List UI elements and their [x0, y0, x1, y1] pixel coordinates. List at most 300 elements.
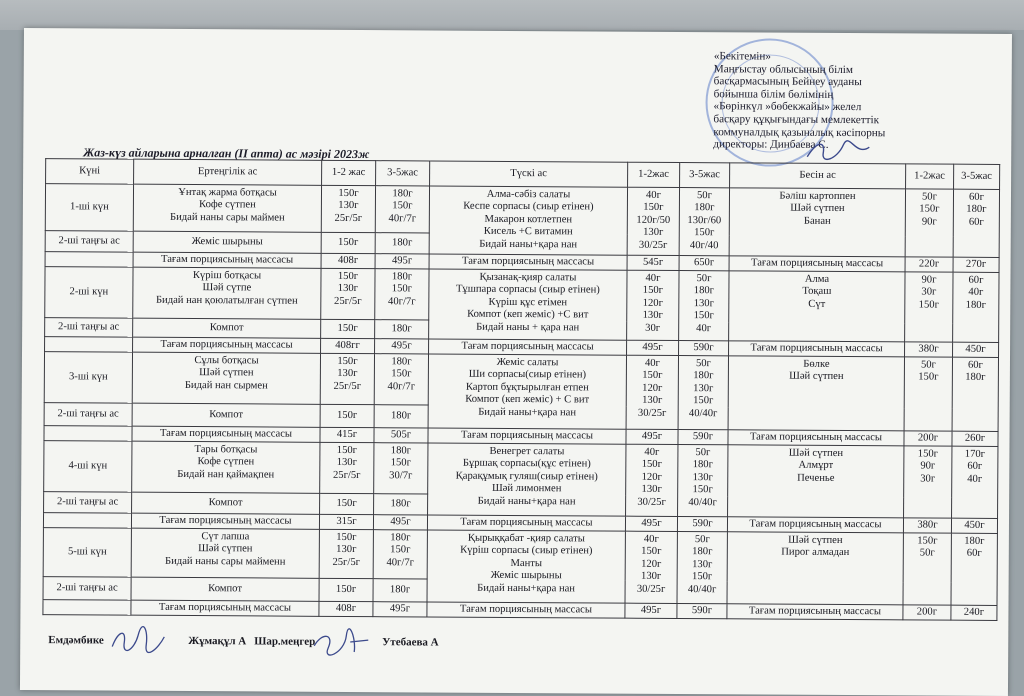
cell-line: Манты	[510, 557, 543, 569]
menu-title: Жаз-күз айларына арналған (II апта) ас мәзірі 2023ж	[83, 145, 370, 162]
second-breakfast-label: 2-ші таңғы ас	[44, 403, 132, 427]
lunch-age-3-5	[678, 356, 728, 430]
snack-total-age-3-5: 260г	[952, 431, 998, 446]
cell-line: 90г	[920, 460, 936, 472]
cell-line: 40г	[696, 322, 712, 334]
cell-line: 60г	[967, 359, 983, 371]
breakfast-age-1-2	[320, 442, 374, 493]
second-breakfast-label: 2-ші таңғы ас	[43, 577, 131, 601]
approval-line: бойынша білім бөлімінің	[713, 87, 834, 101]
cell-line: Сүт лапша	[201, 531, 250, 543]
cell-line: 180г	[694, 202, 715, 214]
cell-line: 90г	[921, 216, 937, 228]
cell-line: 150г	[919, 203, 940, 216]
cell-line: 40г	[643, 533, 659, 545]
second-breakfast-age-3-5: 180г	[374, 405, 428, 428]
cell-line: 150г	[917, 535, 938, 547]
breakfast-age-1-2	[320, 353, 374, 404]
lunch-total-label: Тағам порциясының массасы	[427, 602, 625, 618]
cell-line: Бидай наны+қара нан	[478, 406, 577, 419]
breakfast-items	[132, 352, 320, 404]
lunch-items	[429, 186, 627, 255]
lunch-total-age-1-2: 545г	[627, 255, 679, 270]
cell-line: Шәй сүтпен	[790, 203, 845, 215]
lunch-total-age-3-5: 590г	[678, 430, 728, 445]
cell-line: 130г	[337, 283, 359, 295]
cell-line: 50г	[695, 447, 711, 459]
cell-line: 150г	[918, 299, 939, 311]
day-label: 3-ші күн	[44, 352, 132, 404]
breakfast-total-age-3-5: 495г	[373, 515, 427, 530]
cell-line: 40г	[967, 473, 983, 485]
cell-line: 150г	[391, 283, 413, 295]
lunch-total-label: Тағам порциясының массасы	[429, 339, 627, 355]
cell-line: Қырыққабат -қияр салаты	[467, 532, 585, 545]
cell-line: 30г	[645, 322, 661, 334]
breakfast-age-1-2	[321, 185, 375, 232]
cell-line: 180г	[692, 546, 713, 558]
header-breakfast: Ертеңгілік ас	[134, 159, 322, 185]
lunch-items	[428, 354, 626, 429]
second-breakfast-label: 2-ші таңғы ас	[45, 318, 133, 338]
cell-line: 180г	[391, 271, 413, 283]
lunch-total-age-3-5: 650г	[679, 256, 729, 271]
breakfast-items	[131, 528, 319, 578]
cell-line: 60г	[967, 461, 983, 473]
cell-line: Шәй сүтпе	[202, 282, 252, 294]
cell-line: Тоқаш	[802, 286, 832, 298]
second-breakfast-age-3-5: 180г	[374, 494, 428, 515]
second-breakfast-item: Компот	[133, 318, 321, 338]
cell-line: 150г	[642, 370, 663, 382]
cell-line: 50г	[921, 191, 937, 203]
breakfast-items	[133, 184, 321, 232]
snack-age-1-2	[905, 272, 953, 342]
day-row	[45, 184, 999, 237]
lunch-age-3-5	[679, 271, 729, 341]
cell-line: Күріш ботқасы	[192, 270, 262, 282]
cell-line: 180г	[390, 532, 411, 544]
cell-line: 25г/5г	[332, 469, 361, 481]
cell-line: Ши сорпасы(сиыр етінен)	[468, 369, 587, 381]
approval-line: коммуналдық қазыналық кәсіпорны	[713, 125, 886, 139]
snack-total-age-3-5: 450г	[951, 518, 997, 533]
director-signature	[803, 137, 873, 163]
cell-line: Шәй сүтпен	[789, 371, 844, 383]
cell-line: 40/40г	[687, 583, 717, 595]
cell-line: 150г	[694, 227, 715, 239]
portion-total-blank	[45, 337, 133, 353]
header-age-3-5: 3-5жас	[954, 164, 1000, 189]
lunch-total-age-1-2: 495г	[627, 340, 679, 355]
cell-line: 180г	[693, 370, 714, 382]
cell-line: 50г	[695, 358, 711, 370]
lunch-age-1-2	[626, 355, 678, 429]
cell-line: Бидай наны сары маймен	[169, 211, 285, 224]
day-label: 1-ші күн	[45, 184, 133, 232]
menu-body	[43, 184, 1000, 621]
cell-line: 150г	[390, 544, 411, 556]
cell-line: 40г/7г	[386, 557, 415, 569]
cell-line: 30/25г	[638, 239, 668, 251]
cell-line: 150г	[336, 444, 358, 457]
cell-line: 150г	[390, 457, 412, 469]
cell-line: Макарон котлетпен	[484, 213, 573, 226]
cell-line: Бидай нан сырмен	[184, 379, 268, 392]
cell-line: 40г	[968, 287, 984, 299]
snack-total-label: Тағам порциясының массасы	[727, 604, 903, 620]
lunch-items	[427, 530, 625, 603]
cell-line: Печенье	[797, 472, 835, 484]
snack-total-age-1-2: 380г	[905, 342, 953, 357]
header-lunch: Түскі ас	[430, 161, 628, 187]
cell-line: 50г	[696, 190, 712, 202]
snack-age-1-2	[905, 189, 953, 257]
cell-line: 60г	[966, 548, 982, 560]
cell-line: Тары ботқасы	[194, 444, 258, 456]
cell-line: 180г	[965, 299, 986, 311]
nurse-label: Емдәмбике	[48, 634, 104, 647]
snack-items	[728, 356, 904, 431]
lunch-age-3-5	[678, 445, 728, 517]
portion-total-blank	[43, 513, 131, 529]
cell-line: 120г	[642, 382, 663, 394]
cell-line: Тұшпара сорпасы (сиыр етінен)	[455, 284, 600, 296]
cell-line: 120г/50	[636, 214, 671, 226]
lunch-items	[429, 269, 627, 340]
cell-line: 40г	[645, 272, 661, 284]
approval-line: басқармасының Бейнеу ауданы	[713, 75, 862, 89]
cell-line: 130г	[641, 570, 662, 583]
cell-line: 150г	[692, 484, 713, 496]
cell-line: 120г	[642, 297, 663, 309]
day-row	[44, 352, 998, 409]
cell-line: 150г	[641, 546, 662, 558]
breakfast-total-age-3-5: 495г	[373, 602, 427, 617]
header-age-3-5: 3-5жас	[680, 163, 730, 188]
breakfast-age-3-5	[373, 530, 427, 579]
snack-age-3-5	[952, 357, 998, 431]
breakfast-total-age-1-2: 408г	[321, 253, 375, 268]
cell-line: 25г/5г	[334, 295, 362, 307]
cell-line: 50г	[696, 273, 712, 285]
manager-label: Шар.меңгер	[254, 635, 316, 648]
cell-line: Банан	[803, 215, 831, 227]
snack-total-age-3-5: 270г	[953, 257, 999, 272]
cell-line: 130г	[642, 395, 663, 407]
cell-line: 150г	[337, 355, 358, 368]
cell-line: Шәй сүтпен	[788, 534, 843, 547]
cell-line: 180г	[965, 372, 986, 384]
cell-line: 180г	[966, 204, 987, 216]
header-snack: Бесін ас	[730, 163, 906, 189]
cell-line: Алмұрт	[798, 460, 834, 472]
snack-total-age-3-5: 450г	[953, 342, 999, 357]
lunch-total-age-1-2: 495г	[625, 516, 677, 531]
cell-line: 30/25г	[637, 496, 666, 508]
cell-line: 170г	[964, 448, 986, 460]
cell-line: Бидай нан қаймақпен	[177, 468, 275, 481]
cell-line: 40г	[645, 189, 661, 201]
lunch-age-3-5	[677, 532, 727, 604]
cell-line: Шәй сүтпен	[198, 543, 253, 555]
snack-age-1-2	[904, 357, 952, 431]
cell-line: 150г	[643, 202, 664, 214]
header-age-3-5: 3-5жас	[376, 161, 430, 186]
snack-items	[728, 445, 904, 518]
breakfast-total-age-1-2: 408гг	[321, 338, 375, 353]
cell-line: 180г	[693, 285, 715, 297]
day-label: 4-ші күн	[44, 441, 132, 493]
cell-line: 25г/5г	[332, 556, 361, 568]
cell-line: Қарақұмық гуляш(сиыр етінен)	[455, 470, 598, 483]
snack-age-1-2	[904, 446, 952, 518]
cell-line: 25г/5г	[333, 380, 362, 392]
portion-total-label: Тағам порциясының массасы	[133, 252, 321, 268]
lunch-total-label: Тағам порциясының массасы	[429, 254, 627, 270]
cell-line: Алма-сәбіз салаты	[486, 188, 571, 201]
portion-total-blank	[43, 600, 131, 616]
snack-items	[729, 188, 905, 257]
cell-line: Шәй лимонмен	[491, 483, 562, 495]
cell-line: 150г	[338, 187, 359, 200]
approval-line: басқару құқығындағы мемлекеттік	[713, 113, 880, 127]
cell-line: 150г	[693, 310, 714, 322]
snack-items	[729, 271, 905, 342]
cell-line: 40г/7г	[388, 213, 417, 225]
portion-total-label: Тағам порциясының массасы	[131, 513, 319, 529]
lunch-items	[428, 443, 626, 516]
cell-line: 130г	[337, 368, 358, 380]
second-breakfast-age-1-2: 150г	[321, 319, 375, 338]
lunch-total-age-1-2: 495г	[625, 603, 677, 618]
cell-line: Алма	[804, 273, 830, 285]
cell-line: 40г	[644, 357, 660, 369]
cell-line: 25г/5г	[334, 212, 363, 224]
cell-line: Картоп бұқтырылған етпен	[465, 381, 589, 394]
cell-line: 150г	[642, 285, 664, 297]
breakfast-age-1-2	[319, 529, 373, 578]
cell-line: 150г	[917, 448, 939, 460]
cell-line: Күріш сорпасы (сиыр етінен)	[460, 545, 593, 557]
snack-age-3-5	[953, 189, 999, 257]
breakfast-total-age-1-2: 415г	[320, 427, 374, 442]
second-breakfast-item: Компот	[132, 492, 320, 514]
snack-total-age-1-2: 380г	[903, 518, 951, 533]
snack-age-3-5	[951, 533, 997, 605]
cell-line: 30г	[921, 286, 937, 298]
cell-line: 130г	[642, 310, 663, 322]
header-age-1-2: 1-2жас	[628, 162, 680, 187]
cell-line: 60г	[968, 274, 984, 286]
cell-line: 90г	[921, 274, 937, 286]
cell-line: Компот (кеп жеміс) + С вит	[465, 393, 590, 406]
second-breakfast-age-1-2: 150г	[320, 493, 374, 514]
second-breakfast-age-1-2: 150г	[319, 578, 373, 601]
cell-line: 30г	[920, 473, 936, 485]
breakfast-total-age-3-5: 505г	[374, 428, 428, 443]
cell-line: 150г	[641, 459, 663, 471]
cell-line: Ұнтақ жарма ботқасы	[178, 186, 277, 199]
snack-total-label: Тағам порциясының массасы	[729, 341, 905, 357]
second-breakfast-age-1-2: 150г	[321, 232, 375, 253]
lunch-age-1-2	[627, 187, 679, 255]
cell-line: 130г	[338, 200, 359, 212]
approval-line: директоры: Динбаева С.	[713, 138, 829, 152]
menu-document	[20, 28, 1012, 696]
lunch-total-age-1-2: 495г	[626, 429, 678, 444]
snack-age-3-5	[953, 272, 999, 342]
cell-line: 130г	[336, 457, 358, 469]
lunch-total-age-3-5: 590г	[677, 603, 727, 618]
second-breakfast-item: Компот	[131, 577, 319, 601]
breakfast-total-age-1-2: 315г	[319, 514, 373, 529]
cell-line: Бидай наны сары майменн	[165, 555, 286, 568]
header-day: Күні	[46, 159, 134, 185]
snack-total-age-3-5: 240г	[951, 605, 997, 620]
lunch-age-1-2	[626, 444, 678, 516]
cell-line: 130г/60	[687, 214, 722, 227]
cell-line: 130г	[641, 483, 662, 496]
cell-line: 30/25г	[636, 583, 666, 595]
breakfast-items	[133, 267, 321, 319]
cell-line: 130г	[692, 558, 713, 571]
cell-line: 40г/7г	[387, 381, 416, 393]
menu-table	[42, 158, 1000, 621]
header-age-1-2: 1-2 жас	[322, 160, 376, 185]
second-breakfast-label: 2-ші таңғы ас	[45, 231, 133, 253]
cell-line: 120г	[641, 558, 662, 570]
second-breakfast-age-3-5: 180г	[375, 233, 429, 254]
cell-line: 150г	[337, 270, 359, 283]
cell-line: 150г	[391, 368, 412, 380]
cell-line: Бәліш картоппен	[779, 190, 856, 203]
cell-line: 180г	[391, 356, 412, 368]
snack-age-3-5	[952, 446, 998, 518]
manager-signature	[310, 628, 370, 658]
breakfast-total-age-3-5: 495г	[375, 339, 429, 354]
cell-line: 130г	[693, 297, 714, 310]
breakfast-age-3-5	[375, 186, 429, 233]
cell-line: Бидай наны+қара нан	[477, 495, 576, 508]
cell-line: 130г	[693, 382, 714, 395]
cell-line: 150г	[392, 200, 413, 212]
portion-total-label: Тағам порциясының массасы	[133, 337, 321, 353]
cell-line: 150г	[336, 531, 357, 544]
lunch-total-age-3-5: 590г	[679, 341, 729, 356]
lunch-total-age-3-5: 590г	[677, 517, 727, 532]
cell-line: Бидай наны + қара нан	[476, 321, 580, 334]
cell-line: Кофе сүтпен	[197, 456, 255, 468]
breakfast-age-3-5	[374, 354, 428, 405]
breakfast-total-age-3-5: 495г	[375, 254, 429, 269]
cell-line: 120г	[641, 471, 662, 483]
second-breakfast-age-3-5: 180г	[375, 320, 429, 339]
header-age-1-2: 1-2жас	[906, 164, 954, 189]
nurse-signature	[108, 625, 168, 655]
second-breakfast-age-3-5: 180г	[373, 579, 427, 602]
day-row	[44, 441, 998, 498]
cell-line: 40г/40	[689, 239, 719, 251]
cell-line: Бидай наны+қара нан	[479, 238, 578, 251]
portion-total-blank	[45, 252, 133, 268]
cell-line: 40г/7г	[388, 296, 416, 308]
second-breakfast-item: Жеміс шырыны	[133, 231, 321, 253]
snack-total-age-1-2: 200г	[904, 431, 952, 446]
cell-line: 40/40г	[688, 407, 718, 419]
cell-line: 40/40г	[688, 496, 717, 508]
cell-line: Кисель +С витамин	[483, 226, 573, 238]
portion-total-blank	[44, 426, 132, 442]
breakfast-total-age-1-2: 408г	[319, 601, 373, 616]
cell-line: 40г	[644, 446, 660, 458]
nurse-name: Жұмақұл А	[188, 635, 247, 648]
cell-line: Сүт	[808, 298, 826, 310]
cell-line: 60г	[968, 216, 984, 228]
cell-line: 130г	[643, 227, 664, 239]
cell-line: 180г	[964, 535, 985, 547]
cell-line: Кеспе сорпасы (сиыр етінен)	[463, 201, 594, 213]
cell-line: 180г	[390, 445, 412, 457]
snack-age-1-2	[903, 533, 951, 605]
cell-line: Пирог алмадан	[781, 547, 850, 559]
cell-line: Шәй сүтпен	[199, 367, 254, 379]
lunch-age-1-2	[625, 531, 677, 603]
cell-line: Сұлы ботқасы	[194, 355, 259, 367]
approval-line: «Бөрiнкүл »бөбекжайы» желел	[713, 100, 862, 114]
cell-line: 180г	[392, 188, 413, 200]
cell-line: Жеміс салаты	[496, 356, 559, 369]
breakfast-items	[132, 441, 320, 493]
cell-line: Компот (кеп жеміс) +С вит	[467, 308, 589, 321]
cell-line: 60г	[968, 191, 984, 203]
cell-line: Жеміс шырыны	[490, 570, 562, 582]
day-label: 5-ші күн	[43, 528, 131, 578]
portion-total-label: Тағам порциясының массасы	[132, 426, 320, 442]
cell-line: 30/25г	[637, 407, 667, 419]
cell-line: Венегрет салаты	[489, 445, 565, 458]
cell-line: 50г	[694, 534, 710, 546]
second-breakfast-item: Компот	[132, 403, 320, 427]
cell-line: 150г	[918, 371, 939, 383]
cell-line: 30/7г	[389, 470, 413, 482]
cell-line: Кофе сүтпен	[199, 199, 256, 211]
lunch-age-1-2	[627, 270, 679, 340]
cell-line: 130г	[692, 471, 713, 484]
second-breakfast-label: 2-ші таңғы ас	[44, 492, 132, 514]
snack-total-label: Тағам порциясының массасы	[729, 256, 905, 272]
cell-line: 150г	[692, 571, 713, 583]
cell-line: Бидай нан қоюлатылған сүтпен	[155, 294, 298, 307]
day-row	[45, 267, 999, 324]
cell-line: Шәй сүтпен	[788, 447, 844, 460]
lunch-total-label: Тағам порциясының массасы	[428, 428, 626, 444]
lunch-age-3-5	[679, 188, 729, 256]
approval-line: «Бекітемін»	[713, 50, 772, 63]
cell-line: 180г	[692, 459, 714, 471]
cell-line: Бидай наны+қара нан	[477, 582, 576, 595]
breakfast-age-1-2	[321, 268, 375, 319]
snack-total-age-1-2: 220г	[905, 257, 953, 272]
lunch-total-label: Тағам порциясының массасы	[427, 515, 625, 531]
approval-line: Маңғыстау облысының білім	[713, 62, 854, 76]
second-breakfast-age-1-2: 150г	[320, 404, 374, 427]
cell-line: Бұршақ сорпасы(құс етінен)	[462, 458, 591, 470]
snack-total-label: Тағам порциясының массасы	[727, 517, 903, 533]
day-row	[43, 528, 997, 583]
day-label: 2-ші күн	[45, 267, 133, 319]
cell-line: Күріш құс етімен	[488, 296, 568, 309]
